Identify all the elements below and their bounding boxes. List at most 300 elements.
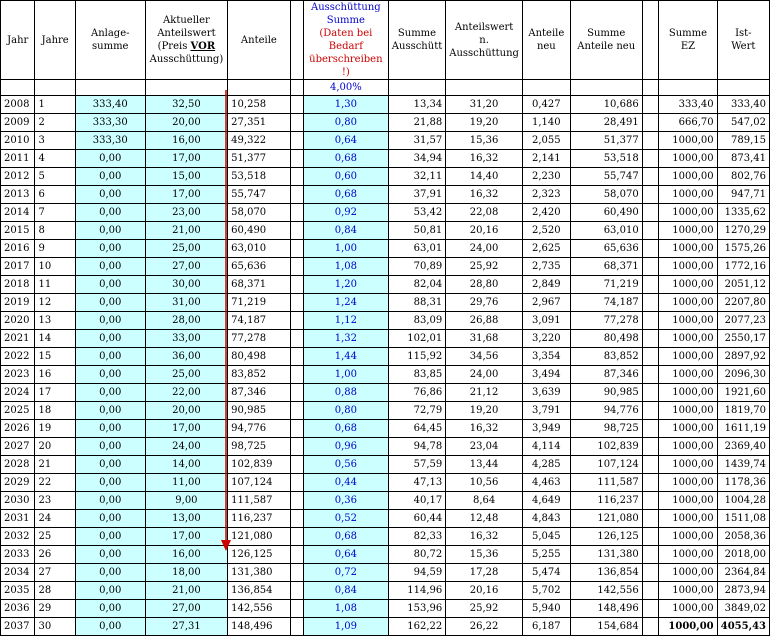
cell-summe-anteile-neu[interactable]: 80,498 <box>570 330 642 348</box>
cell-ist-wert[interactable]: 1439,74 <box>717 456 769 474</box>
cell-summe-ez[interactable]: 1000,00 <box>659 330 717 348</box>
cell-jahre[interactable]: 15 <box>35 348 75 366</box>
cell-summe-anteile-neu[interactable]: 148,496 <box>570 600 642 618</box>
cell-anteile-neu[interactable]: 1,140 <box>522 114 570 132</box>
cell-anteilswert-nach[interactable]: 14,40 <box>446 168 523 186</box>
cell-summe-ez[interactable]: 1000,00 <box>659 150 717 168</box>
cell-jahr[interactable]: 2018 <box>1 276 35 294</box>
cell-summe-ez[interactable]: 1000,00 <box>659 294 717 312</box>
cell-anlagesumme[interactable]: 0,00 <box>75 438 145 456</box>
cell-anlagesumme[interactable]: 0,00 <box>75 492 145 510</box>
cell-jahr[interactable]: 2009 <box>1 114 35 132</box>
cell-summe-ez[interactable]: 333,40 <box>659 96 717 114</box>
cell-jahre[interactable]: 5 <box>35 168 75 186</box>
cell[interactable] <box>388 80 445 96</box>
cell-summe-anteile-neu[interactable]: 83,852 <box>570 348 642 366</box>
cell-ist-wert[interactable]: 1611,19 <box>717 420 769 438</box>
cell-anteilswert-nach[interactable]: 10,56 <box>446 474 523 492</box>
cell-jahre[interactable]: 6 <box>35 186 75 204</box>
cell-jahr[interactable]: 2027 <box>1 438 35 456</box>
cell-summe-anteile-neu[interactable]: 63,010 <box>570 222 642 240</box>
cell-summe-anteile-neu[interactable]: 87,346 <box>570 366 642 384</box>
cell-ausschuettung[interactable]: 0,56 <box>303 456 388 474</box>
cell-jahr[interactable]: 2035 <box>1 582 35 600</box>
cell-anteilswert[interactable]: 36,00 <box>145 348 228 366</box>
cell-anteilswert[interactable]: 17,00 <box>145 186 228 204</box>
cell-anteilswert-nach[interactable]: 24,00 <box>446 240 523 258</box>
cell-jahr[interactable]: 2030 <box>1 492 35 510</box>
cell-jahr[interactable]: 2028 <box>1 456 35 474</box>
cell-ist-wert[interactable]: 2051,12 <box>717 276 769 294</box>
cell-anteilswert[interactable]: 17,00 <box>145 150 228 168</box>
cell-jahr[interactable]: 2034 <box>1 564 35 582</box>
cell-summe-anteile-neu[interactable]: 90,985 <box>570 384 642 402</box>
cell[interactable] <box>228 80 290 96</box>
cell-jahre[interactable]: 22 <box>35 474 75 492</box>
cell-summe-ez[interactable]: 1000,00 <box>659 492 717 510</box>
cell-summe-ausschuett[interactable]: 13,34 <box>388 96 445 114</box>
cell-ist-wert[interactable]: 2550,17 <box>717 330 769 348</box>
cell-anteile[interactable]: 10,258 <box>228 96 290 114</box>
cell-anteile-neu[interactable]: 5,255 <box>522 546 570 564</box>
cell-anteilswert[interactable]: 21,00 <box>145 222 228 240</box>
cell-summe-ez[interactable]: 1000,00 <box>659 564 717 582</box>
cell-anteile-neu[interactable]: 5,940 <box>522 600 570 618</box>
cell-summe-ez[interactable]: 666,70 <box>659 114 717 132</box>
cell-summe-anteile-neu[interactable]: 71,219 <box>570 276 642 294</box>
cell-ausschuettung[interactable]: 1,24 <box>303 294 388 312</box>
cell-ausschuettung[interactable]: 1,00 <box>303 240 388 258</box>
cell-anlagesumme[interactable]: 0,00 <box>75 240 145 258</box>
cell-anteilswert-nach[interactable]: 31,20 <box>446 96 523 114</box>
cell-anteile-neu[interactable]: 3,949 <box>522 420 570 438</box>
cell-anteile-neu[interactable]: 2,055 <box>522 132 570 150</box>
cell-summe-ausschuett[interactable]: 40,17 <box>388 492 445 510</box>
cell-summe-anteile-neu[interactable]: 51,377 <box>570 132 642 150</box>
cell-summe-ez[interactable]: 1000,00 <box>659 258 717 276</box>
cell-ist-wert[interactable]: 547,02 <box>717 114 769 132</box>
cell-jahre[interactable]: 11 <box>35 276 75 294</box>
percent-cell[interactable]: 4,00% <box>303 80 388 96</box>
cell-anteile-neu[interactable]: 2,625 <box>522 240 570 258</box>
cell-jahr[interactable]: 2033 <box>1 546 35 564</box>
cell-anteile[interactable]: 111,587 <box>228 492 290 510</box>
cell-summe-anteile-neu[interactable]: 94,776 <box>570 402 642 420</box>
cell-ist-wert[interactable]: 2207,80 <box>717 294 769 312</box>
cell-ausschuettung[interactable]: 1,12 <box>303 312 388 330</box>
cell-anteilswert-nach[interactable]: 21,12 <box>446 384 523 402</box>
cell-summe-anteile-neu[interactable]: 102,839 <box>570 438 642 456</box>
cell-jahr[interactable]: 2020 <box>1 312 35 330</box>
cell-summe-ausschuett[interactable]: 64,45 <box>388 420 445 438</box>
cell-anteile[interactable]: 107,124 <box>228 474 290 492</box>
cell-jahre[interactable]: 17 <box>35 384 75 402</box>
cell-anlagesumme[interactable]: 0,00 <box>75 366 145 384</box>
cell-anteile-neu[interactable]: 3,091 <box>522 312 570 330</box>
cell-jahre[interactable]: 13 <box>35 312 75 330</box>
cell-anteile-neu[interactable]: 2,735 <box>522 258 570 276</box>
cell-ist-wert[interactable]: 1575,26 <box>717 240 769 258</box>
cell-ist-wert[interactable]: 2096,30 <box>717 366 769 384</box>
cell-jahre[interactable]: 19 <box>35 420 75 438</box>
cell-anlagesumme[interactable]: 0,00 <box>75 510 145 528</box>
cell-ausschuettung[interactable]: 0,60 <box>303 168 388 186</box>
cell-anteilswert-nach[interactable]: 16,32 <box>446 150 523 168</box>
cell-ist-wert[interactable]: 1004,28 <box>717 492 769 510</box>
cell-ausschuettung[interactable]: 0,72 <box>303 564 388 582</box>
cell-jahre[interactable]: 3 <box>35 132 75 150</box>
cell-anteile[interactable]: 136,854 <box>228 582 290 600</box>
cell-anteilswert-nach[interactable]: 23,04 <box>446 438 523 456</box>
cell-anteile-neu[interactable]: 2,323 <box>522 186 570 204</box>
cell-jahr[interactable]: 2010 <box>1 132 35 150</box>
cell-jahre[interactable]: 4 <box>35 150 75 168</box>
cell-ausschuettung[interactable]: 1,32 <box>303 330 388 348</box>
cell-summe-ez[interactable]: 1000,00 <box>659 510 717 528</box>
cell-summe-ausschuett[interactable]: 82,33 <box>388 528 445 546</box>
cell-summe-ausschuett[interactable]: 94,59 <box>388 564 445 582</box>
cell-ausschuettung[interactable]: 0,68 <box>303 528 388 546</box>
cell-summe-ez[interactable]: 1000,00 <box>659 168 717 186</box>
cell-anteilswert[interactable]: 32,50 <box>145 96 228 114</box>
cell-summe-anteile-neu[interactable]: 126,125 <box>570 528 642 546</box>
cell-anlagesumme[interactable]: 0,00 <box>75 168 145 186</box>
cell-ist-wert[interactable]: 1819,70 <box>717 402 769 420</box>
cell-summe-ez[interactable]: 1000,00 <box>659 474 717 492</box>
cell-anlagesumme[interactable]: 0,00 <box>75 420 145 438</box>
cell-summe-ausschuett[interactable]: 153,96 <box>388 600 445 618</box>
cell-anteile[interactable]: 80,498 <box>228 348 290 366</box>
cell-ist-wert[interactable]: 873,41 <box>717 150 769 168</box>
cell-summe-ez[interactable]: 1000,00 <box>659 186 717 204</box>
cell-anteilswert-nach[interactable]: 34,56 <box>446 348 523 366</box>
cell-summe-anteile-neu[interactable]: 60,490 <box>570 204 642 222</box>
cell-anteilswert[interactable]: 27,31 <box>145 618 228 636</box>
cell-anteilswert[interactable]: 25,00 <box>145 240 228 258</box>
cell-summe-anteile-neu[interactable]: 154,684 <box>570 618 642 636</box>
cell-jahr[interactable]: 2011 <box>1 150 35 168</box>
cell-summe-ez[interactable]: 1000,00 <box>659 438 717 456</box>
cell-anteile-neu[interactable]: 2,849 <box>522 276 570 294</box>
cell[interactable] <box>1 80 35 96</box>
cell-anteile-neu[interactable]: 6,187 <box>522 618 570 636</box>
cell-jahr[interactable]: 2012 <box>1 168 35 186</box>
cell[interactable] <box>145 80 228 96</box>
cell-anteile[interactable]: 126,125 <box>228 546 290 564</box>
cell-jahre[interactable]: 16 <box>35 366 75 384</box>
cell-jahr[interactable]: 2031 <box>1 510 35 528</box>
cell-jahre[interactable]: 28 <box>35 582 75 600</box>
cell-ausschuettung[interactable]: 0,80 <box>303 402 388 420</box>
cell-anlagesumme[interactable]: 0,00 <box>75 330 145 348</box>
cell-anlagesumme[interactable]: 0,00 <box>75 456 145 474</box>
cell-summe-ez[interactable]: 1000,00 <box>659 348 717 366</box>
cell-anteilswert[interactable]: 21,00 <box>145 582 228 600</box>
cell-anteile[interactable]: 71,219 <box>228 294 290 312</box>
cell-ausschuettung[interactable]: 1,09 <box>303 618 388 636</box>
cell-jahr[interactable]: 2023 <box>1 366 35 384</box>
cell[interactable] <box>717 80 769 96</box>
cell-anteilswert[interactable]: 18,00 <box>145 564 228 582</box>
cell-summe-ausschuett[interactable]: 83,85 <box>388 366 445 384</box>
cell-anlagesumme[interactable]: 0,00 <box>75 186 145 204</box>
cell-summe-ausschuett[interactable]: 162,22 <box>388 618 445 636</box>
cell-anteilswert[interactable]: 20,00 <box>145 402 228 420</box>
cell-summe-ausschuett[interactable]: 115,92 <box>388 348 445 366</box>
cell-anteile[interactable]: 68,371 <box>228 276 290 294</box>
cell-anteile-neu[interactable]: 0,427 <box>522 96 570 114</box>
cell-anlagesumme[interactable]: 0,00 <box>75 312 145 330</box>
cell-jahr[interactable]: 2025 <box>1 402 35 420</box>
cell-anteilswert-nach[interactable]: 28,80 <box>446 276 523 294</box>
cell-anteile[interactable]: 131,380 <box>228 564 290 582</box>
cell-anteilswert-nach[interactable]: 8,64 <box>446 492 523 510</box>
cell[interactable] <box>570 80 642 96</box>
cell-summe-ez[interactable]: 1000,00 <box>659 240 717 258</box>
cell-ausschuettung[interactable]: 0,68 <box>303 186 388 204</box>
cell-summe-ez[interactable]: 1000,00 <box>659 528 717 546</box>
cell-anlagesumme[interactable]: 0,00 <box>75 402 145 420</box>
cell-anlagesumme[interactable]: 0,00 <box>75 294 145 312</box>
cell-summe-ez[interactable]: 1000,00 <box>659 312 717 330</box>
cell-summe-ausschuett[interactable]: 76,86 <box>388 384 445 402</box>
cell-anteile[interactable]: 98,725 <box>228 438 290 456</box>
cell-anteile-neu[interactable]: 4,285 <box>522 456 570 474</box>
cell-ausschuettung[interactable]: 0,36 <box>303 492 388 510</box>
cell-summe-ausschuett[interactable]: 70,89 <box>388 258 445 276</box>
cell-jahre[interactable]: 25 <box>35 528 75 546</box>
cell-summe-ausschuett[interactable]: 53,42 <box>388 204 445 222</box>
cell-anteilswert-nach[interactable]: 20,16 <box>446 582 523 600</box>
cell-anteile-neu[interactable]: 3,791 <box>522 402 570 420</box>
cell-summe-anteile-neu[interactable]: 10,686 <box>570 96 642 114</box>
cell-anteile[interactable]: 27,351 <box>228 114 290 132</box>
cell-anteilswert[interactable]: 28,00 <box>145 312 228 330</box>
cell-ausschuettung[interactable]: 0,64 <box>303 132 388 150</box>
cell-anlagesumme[interactable]: 0,00 <box>75 564 145 582</box>
cell-summe-ez[interactable]: 1000,00 <box>659 132 717 150</box>
cell-ausschuettung[interactable]: 1,08 <box>303 258 388 276</box>
cell-anteile-neu[interactable]: 4,463 <box>522 474 570 492</box>
cell-anteile[interactable]: 63,010 <box>228 240 290 258</box>
cell-anteilswert[interactable]: 25,00 <box>145 366 228 384</box>
cell-jahr[interactable]: 2021 <box>1 330 35 348</box>
cell-anteile-neu[interactable]: 4,649 <box>522 492 570 510</box>
cell-anteile[interactable]: 53,518 <box>228 168 290 186</box>
cell-jahr[interactable]: 2008 <box>1 96 35 114</box>
cell-summe-ez[interactable]: 1000,00 <box>659 366 717 384</box>
cell-anteile[interactable]: 55,747 <box>228 186 290 204</box>
cell-ist-wert[interactable]: 2364,84 <box>717 564 769 582</box>
cell-summe-ausschuett[interactable]: 34,94 <box>388 150 445 168</box>
cell-anteilswert[interactable]: 11,00 <box>145 474 228 492</box>
cell-summe-ausschuett[interactable]: 82,04 <box>388 276 445 294</box>
cell-jahr[interactable]: 2029 <box>1 474 35 492</box>
cell-summe-anteile-neu[interactable]: 58,070 <box>570 186 642 204</box>
cell-anteilswert-nach[interactable]: 29,76 <box>446 294 523 312</box>
cell-summe-ausschuett[interactable]: 102,01 <box>388 330 445 348</box>
cell-anteilswert-nach[interactable]: 25,92 <box>446 258 523 276</box>
cell-ausschuettung[interactable]: 0,52 <box>303 510 388 528</box>
cell-jahre[interactable]: 21 <box>35 456 75 474</box>
cell-anteile-neu[interactable]: 3,354 <box>522 348 570 366</box>
cell-anlagesumme[interactable]: 0,00 <box>75 204 145 222</box>
cell-summe-ausschuett[interactable]: 72,79 <box>388 402 445 420</box>
cell-anteilswert-nach[interactable]: 16,32 <box>446 186 523 204</box>
cell-jahre[interactable]: 30 <box>35 618 75 636</box>
cell-anteile[interactable]: 148,496 <box>228 618 290 636</box>
cell-jahre[interactable]: 29 <box>35 600 75 618</box>
cell-ausschuettung[interactable]: 0,64 <box>303 546 388 564</box>
cell-anteilswert-nach[interactable]: 26,88 <box>446 312 523 330</box>
cell-summe-ausschuett[interactable]: 94,78 <box>388 438 445 456</box>
cell-ist-wert[interactable]: 2369,40 <box>717 438 769 456</box>
cell-anteilswert[interactable]: 16,00 <box>145 132 228 150</box>
cell-anteile[interactable]: 83,852 <box>228 366 290 384</box>
cell-anteile-neu[interactable]: 2,967 <box>522 294 570 312</box>
cell-anlagesumme[interactable]: 0,00 <box>75 258 145 276</box>
cell-anteile[interactable]: 90,985 <box>228 402 290 420</box>
cell-summe-ez[interactable]: 1000,00 <box>659 276 717 294</box>
cell-anlagesumme[interactable]: 0,00 <box>75 600 145 618</box>
cell-ist-wert[interactable]: 2018,00 <box>717 546 769 564</box>
cell-summe-ez[interactable]: 1000,00 <box>659 420 717 438</box>
cell-anteile-neu[interactable]: 3,220 <box>522 330 570 348</box>
cell-summe-ausschuett[interactable]: 83,09 <box>388 312 445 330</box>
cell-summe-ausschuett[interactable]: 31,57 <box>388 132 445 150</box>
cell-anlagesumme[interactable]: 0,00 <box>75 222 145 240</box>
cell-ausschuettung[interactable]: 0,84 <box>303 222 388 240</box>
cell-anteile-neu[interactable]: 4,843 <box>522 510 570 528</box>
cell-anteilswert[interactable]: 16,00 <box>145 546 228 564</box>
cell-jahre[interactable]: 27 <box>35 564 75 582</box>
cell-anteile[interactable]: 65,636 <box>228 258 290 276</box>
cell-ist-wert[interactable]: 1772,16 <box>717 258 769 276</box>
cell-anteilswert-nach[interactable]: 15,36 <box>446 546 523 564</box>
cell-summe-ausschuett[interactable]: 57,59 <box>388 456 445 474</box>
cell[interactable] <box>522 80 570 96</box>
cell-ist-wert[interactable]: 947,71 <box>717 186 769 204</box>
cell-anteile[interactable]: 74,187 <box>228 312 290 330</box>
cell-ausschuettung[interactable]: 1,20 <box>303 276 388 294</box>
cell-anteile-neu[interactable]: 4,114 <box>522 438 570 456</box>
cell-summe-ez[interactable]: 1000,00 <box>659 456 717 474</box>
cell-anteilswert[interactable]: 31,00 <box>145 294 228 312</box>
cell-jahr[interactable]: 2032 <box>1 528 35 546</box>
cell-summe-anteile-neu[interactable]: 111,587 <box>570 474 642 492</box>
cell-ausschuettung[interactable]: 1,08 <box>303 600 388 618</box>
cell-jahre[interactable]: 9 <box>35 240 75 258</box>
cell-anteile[interactable]: 87,346 <box>228 384 290 402</box>
cell-anteilswert-nach[interactable]: 13,44 <box>446 456 523 474</box>
cell[interactable] <box>659 80 717 96</box>
cell-anlagesumme[interactable]: 0,00 <box>75 474 145 492</box>
cell-anteilswert-nach[interactable]: 15,36 <box>446 132 523 150</box>
cell-jahr[interactable]: 2037 <box>1 618 35 636</box>
cell-ist-wert[interactable]: 1921,60 <box>717 384 769 402</box>
cell-summe-ausschuett[interactable]: 21,88 <box>388 114 445 132</box>
cell-anteilswert[interactable]: 30,00 <box>145 276 228 294</box>
cell-anteilswert-nach[interactable]: 17,28 <box>446 564 523 582</box>
cell-jahr[interactable]: 2024 <box>1 384 35 402</box>
cell-anlagesumme[interactable]: 0,00 <box>75 384 145 402</box>
cell-anteilswert[interactable]: 20,00 <box>145 114 228 132</box>
cell-jahr[interactable]: 2016 <box>1 240 35 258</box>
cell-summe-anteile-neu[interactable]: 98,725 <box>570 420 642 438</box>
cell-anlagesumme[interactable]: 333,30 <box>75 114 145 132</box>
cell-anlagesumme[interactable]: 0,00 <box>75 528 145 546</box>
cell-summe-ausschuett[interactable]: 60,44 <box>388 510 445 528</box>
cell-jahre[interactable]: 26 <box>35 546 75 564</box>
cell-anteile[interactable]: 51,377 <box>228 150 290 168</box>
cell-summe-ausschuett[interactable]: 47,13 <box>388 474 445 492</box>
cell-jahr[interactable]: 2015 <box>1 222 35 240</box>
cell-summe-ez[interactable]: 1000,00 <box>659 204 717 222</box>
cell-summe-anteile-neu[interactable]: 55,747 <box>570 168 642 186</box>
cell-anteilswert-nach[interactable]: 20,16 <box>446 222 523 240</box>
cell[interactable] <box>35 80 75 96</box>
cell-anteilswert-nach[interactable]: 12,48 <box>446 510 523 528</box>
cell-jahre[interactable]: 8 <box>35 222 75 240</box>
cell-summe-anteile-neu[interactable]: 65,636 <box>570 240 642 258</box>
cell-jahr[interactable]: 2036 <box>1 600 35 618</box>
cell-ausschuettung[interactable]: 0,44 <box>303 474 388 492</box>
cell[interactable] <box>75 80 145 96</box>
cell-anteilswert[interactable]: 27,00 <box>145 600 228 618</box>
cell-anteile-neu[interactable]: 2,141 <box>522 150 570 168</box>
cell-ist-wert[interactable]: 2897,92 <box>717 348 769 366</box>
cell-anteile-neu[interactable]: 2,230 <box>522 168 570 186</box>
cell-ist-wert[interactable]: 1335,62 <box>717 204 769 222</box>
cell-ausschuettung[interactable]: 1,44 <box>303 348 388 366</box>
cell-anteilswert[interactable]: 17,00 <box>145 420 228 438</box>
cell-summe-anteile-neu[interactable]: 68,371 <box>570 258 642 276</box>
cell-summe-ausschuett[interactable]: 88,31 <box>388 294 445 312</box>
cell-anlagesumme[interactable]: 0,00 <box>75 546 145 564</box>
cell-anlagesumme[interactable]: 0,00 <box>75 348 145 366</box>
cell[interactable] <box>446 80 523 96</box>
cell-anteilswert[interactable]: 13,00 <box>145 510 228 528</box>
cell-anteile[interactable]: 77,278 <box>228 330 290 348</box>
cell-summe-anteile-neu[interactable]: 121,080 <box>570 510 642 528</box>
cell-summe-ausschuett[interactable]: 50,81 <box>388 222 445 240</box>
cell-jahre[interactable]: 23 <box>35 492 75 510</box>
cell-ist-wert[interactable]: 2873,94 <box>717 582 769 600</box>
cell-jahr[interactable]: 2019 <box>1 294 35 312</box>
cell-anteile-neu[interactable]: 5,474 <box>522 564 570 582</box>
cell-jahr[interactable]: 2022 <box>1 348 35 366</box>
cell-summe-ez[interactable]: 1000,00 <box>659 546 717 564</box>
cell-ist-wert[interactable]: 2077,23 <box>717 312 769 330</box>
cell-jahr[interactable]: 2017 <box>1 258 35 276</box>
cell-anteile[interactable]: 102,839 <box>228 456 290 474</box>
cell-anteilswert[interactable]: 17,00 <box>145 528 228 546</box>
cell-ausschuettung[interactable]: 1,00 <box>303 366 388 384</box>
cell-anteile[interactable]: 142,556 <box>228 600 290 618</box>
cell-summe-anteile-neu[interactable]: 77,278 <box>570 312 642 330</box>
cell-ausschuettung[interactable]: 0,68 <box>303 420 388 438</box>
cell-anteilswert-nach[interactable]: 25,92 <box>446 600 523 618</box>
cell-jahre[interactable]: 7 <box>35 204 75 222</box>
cell-anlagesumme[interactable]: 333,30 <box>75 132 145 150</box>
cell-ausschuettung[interactable]: 0,84 <box>303 582 388 600</box>
cell-ausschuettung[interactable]: 0,96 <box>303 438 388 456</box>
cell-ausschuettung[interactable]: 0,92 <box>303 204 388 222</box>
cell-anteilswert[interactable]: 23,00 <box>145 204 228 222</box>
cell-jahre[interactable]: 20 <box>35 438 75 456</box>
cell-jahre[interactable]: 14 <box>35 330 75 348</box>
cell-anlagesumme[interactable]: 0,00 <box>75 150 145 168</box>
